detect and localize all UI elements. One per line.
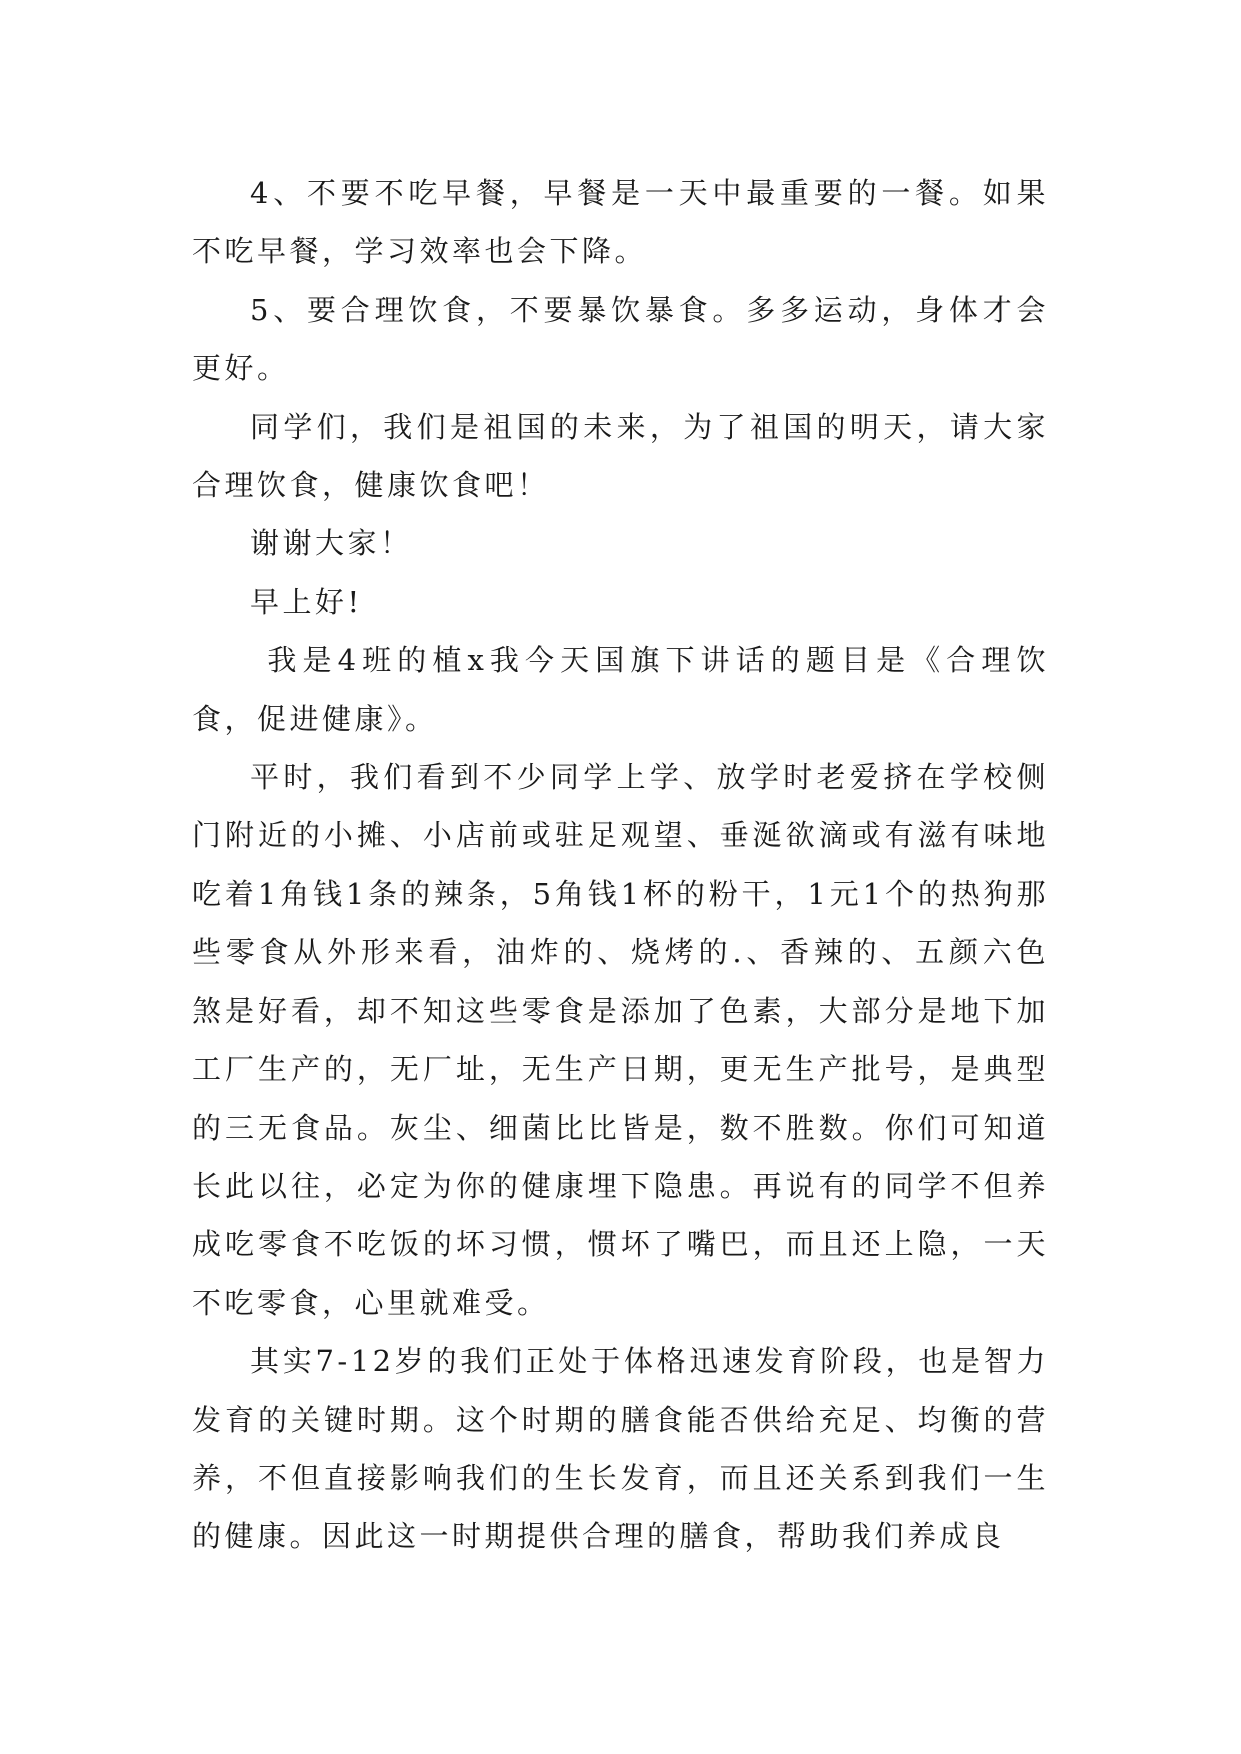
paragraph-appeal: 同学们，我们是祖国的未来，为了祖国的明天，请大家合理饮食，健康饮食吧！ [192,409,1049,503]
paragraph-breakfast-tip: 4、不要不吃早餐，早餐是一天中最重要的一餐。如果不吃早餐，学习效率也会下降。 [192,176,1049,269]
paragraph-snack-problem: 平时，我们看到不少同学上学、放学时老爱挤在学校侧门附近的小摊、小店前或驻足观望、垂涎欲滴或有滋有味地吃着1角钱1条的辣条，5角钱1杯的粉干，1元1个的热狗那些零食从外形来看，油炸的、烧烤的.、香辣的、五颜六色煞是好看，却不知这些零食是添加了色素，大部分是地下加工厂生产的，无厂址，无生产日期，更无生产批号，是典型的三无食品。灰尘、细菌比比皆是，数不胜数。你们可知道长此以往，必定为你的健康埋下隐患。再说有的同学不但养成吃零食不吃饭的坏习惯，惯坏了嘴巴，而且还上隐，一天不吃零食，心里就难受。 [192,760,1049,1320]
paragraph-thanks: 谢谢大家！ [250,526,413,561]
document-body [192,164,1049,1566]
paragraph-greeting: 早上好! [250,584,363,619]
paragraph-speech-intro: 我是4班的植x我今天国旗下讲话的题目是《合理饮食，促进健康》。 [192,643,1049,736]
paragraph-growth-stage: 其实7-12岁的我们正处于体格迅速发育阶段，也是智力发育的关键时期。这个时期的膳食能否供给充足、均衡的营养，不但直接影响我们的生长发育，而且还关系到我们一生的健康。因此这一时期提供合理的膳食，帮助我们养成良 [192,1344,1049,1554]
paragraph-diet-tip: 5、要合理饮食，不要暴饮暴食。多多运动，身体才会更好。 [192,292,1049,386]
